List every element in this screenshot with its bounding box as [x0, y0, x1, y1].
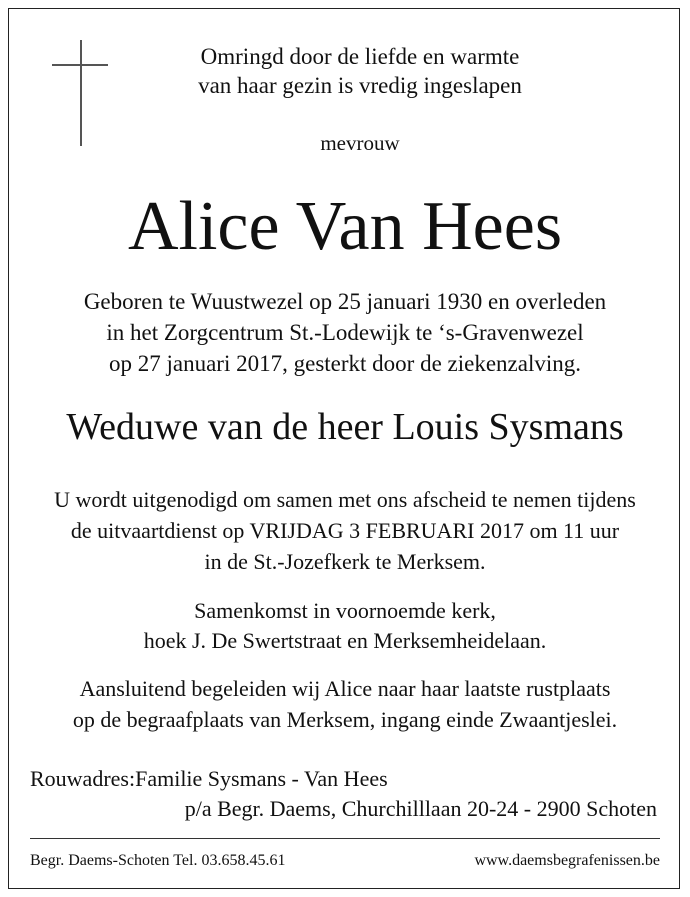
birth-death-text [0, 286, 690, 379]
widow-line: Weduwe van de heer Louis Sysmans [66, 406, 624, 448]
deceased-name: Alice Van Hees [127, 188, 563, 265]
intro-text [0, 42, 690, 100]
intro-line: van haar gezin is vredig ingeslapen [198, 73, 522, 98]
burial-text [0, 673, 690, 735]
footer-phone: Begr. Daems-Schoten Tel. 03.658.45.61 [30, 852, 286, 869]
service-line: in de St.-Jozefkerk te Merksem. [204, 549, 486, 574]
burial-line: op de begraafplaats van Merksem, ingang einde Zwaantjeslei. [72, 707, 618, 732]
gathering-line: Samenkomst in voornoemde kerk, [194, 598, 496, 623]
burial-line: Aansluitend begeleiden wij Alice naar haar laatste rustplaats [79, 676, 611, 701]
mourning-address-line2: p/a Begr. Daems, Churchilllaan 20-24 - 2900 Schoten [184, 796, 657, 821]
service-invitation [0, 484, 690, 577]
gathering-text [0, 596, 690, 656]
birth-line: in het Zorgcentrum St.-Lodewijk te ‘s-Gravenwezel [106, 320, 584, 345]
birth-line: Geboren te Wuustwezel op 25 januari 1930 en overleden [83, 289, 607, 314]
mourning-address-line1: Rouwadres:Familie Sysmans - Van Hees [30, 766, 388, 791]
birth-line: op 27 januari 2017, gesterkt door de ziekenzalving. [109, 351, 581, 376]
footer-website: www.daemsbegrafenissen.be [474, 852, 660, 869]
service-line: de uitvaartdienst op VRIJDAG 3 FEBRUARI 2017 om 11 uur [70, 518, 620, 543]
title-word: mevrouw [320, 131, 400, 155]
gathering-line: hoek J. De Swertstraat en Merksemheidelaan. [143, 628, 547, 653]
footer-divider [30, 838, 660, 839]
intro-line: Omringd door de liefde en warmte [200, 44, 520, 69]
service-line: U wordt uitgenodigd om samen met ons afscheid te nemen tijdens [54, 487, 636, 512]
